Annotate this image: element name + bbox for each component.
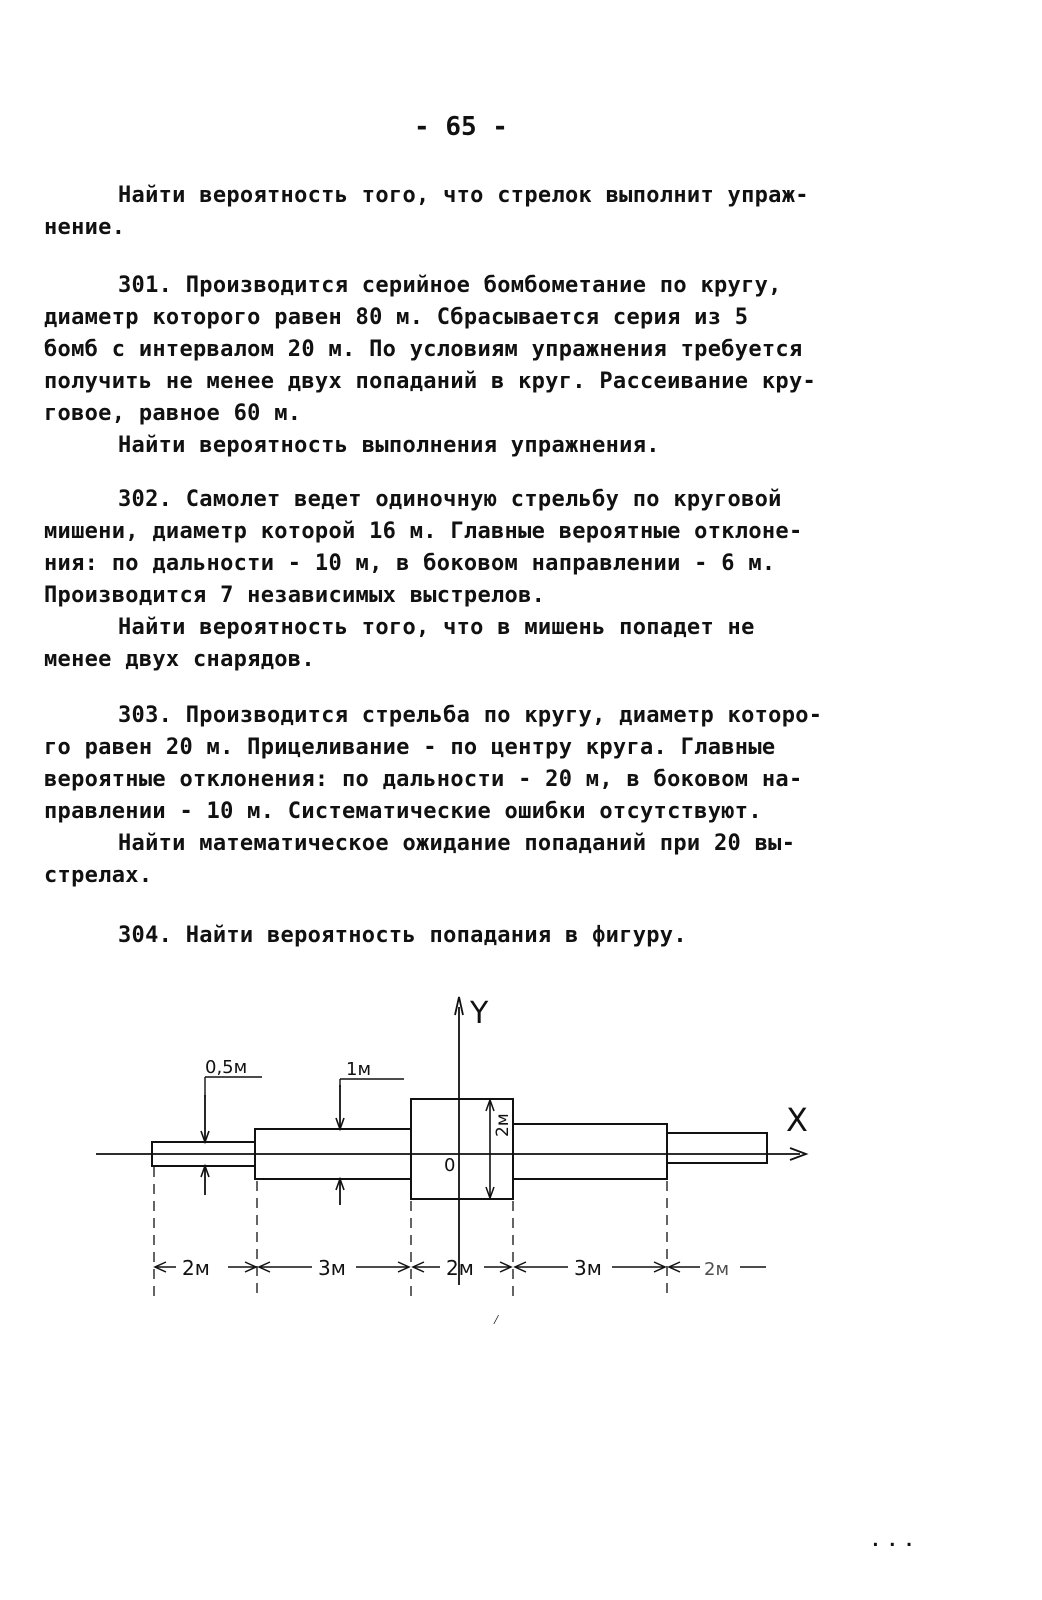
x-axis-label: X — [786, 1101, 808, 1139]
text-line: Производится 7 независимых выстрелов. — [44, 583, 546, 608]
text-line: менее двух снарядов. — [44, 647, 315, 672]
segment-label-5: 2м — [704, 1259, 730, 1280]
page-dots: ... — [870, 1530, 921, 1551]
problem-303 — [44, 700, 864, 892]
segment-right-medium — [513, 1124, 667, 1179]
text-line: говое, равное 60 м. — [44, 401, 302, 426]
text-line: ния: по дальности - 10 м, в боковом направлении - 6 м. — [44, 551, 776, 576]
segment-label-3: 2м — [446, 1256, 474, 1280]
text-line: бомб с интервалом 20 м. По условиям упражнения требуется — [44, 337, 803, 362]
text-line: го равен 20 м. Прицеливание - по центру круга. Главные — [44, 735, 776, 760]
segment-label-4: 3м — [574, 1256, 602, 1280]
intro-paragraph — [44, 180, 864, 244]
stray-mark: ⁄ — [492, 1312, 501, 1328]
text-line: правлении - 10 м. Систематические ошибки отсутствуют. — [44, 799, 762, 824]
height-label-center: 2м — [493, 1113, 513, 1137]
width-label-small: 0,5м — [205, 1057, 248, 1078]
text-line: стрелах. — [44, 863, 153, 888]
text-line: вероятные отклонения: по дальности - 20 м, в боковом на- — [44, 767, 803, 792]
segment-label-2: 3м — [318, 1256, 346, 1280]
text-line: мишени, диаметр которой 16 м. Главные вероятные отклоне- — [44, 519, 803, 544]
segment-right-thin — [667, 1133, 767, 1163]
text-line: Найти математическое ожидание попаданий при 20 вы- — [118, 831, 796, 856]
problem-302 — [44, 484, 864, 676]
text-line: 303. Производится стрельба по кругу, диаметр которо- — [118, 703, 823, 728]
y-axis-label: Y — [470, 996, 489, 1031]
text-line: Найти вероятность того, что в мишень попадет не — [118, 615, 755, 640]
text-line: 302. Самолет ведет одиночную стрельбу по круговой — [118, 487, 782, 512]
page-number: - 65 - — [414, 112, 508, 142]
figure-svg — [0, 985, 1042, 1315]
problem-304 — [44, 920, 864, 952]
shaft-figure — [0, 985, 1042, 1315]
text-line: Найти вероятность того, что стрелок выполнит упраж- — [118, 183, 809, 208]
problem-301 — [44, 270, 864, 462]
text-line: получить не менее двух попаданий в круг. Рассеивание кру- — [44, 369, 817, 394]
text-line: диаметр которого равен 80 м. Сбрасывается серия из 5 — [44, 305, 749, 330]
text-line: 301. Производится серийное бомбометание по кругу, — [118, 273, 782, 298]
width-label-medium: 1м — [346, 1059, 372, 1080]
text-line: 304. Найти вероятность попадания в фигуру. — [118, 923, 687, 948]
segment-label-1: 2м — [182, 1256, 210, 1280]
text-line: Найти вероятность выполнения упражнения. — [118, 433, 660, 458]
origin-label: 0 — [444, 1155, 456, 1176]
text-line: нение. — [44, 215, 126, 240]
